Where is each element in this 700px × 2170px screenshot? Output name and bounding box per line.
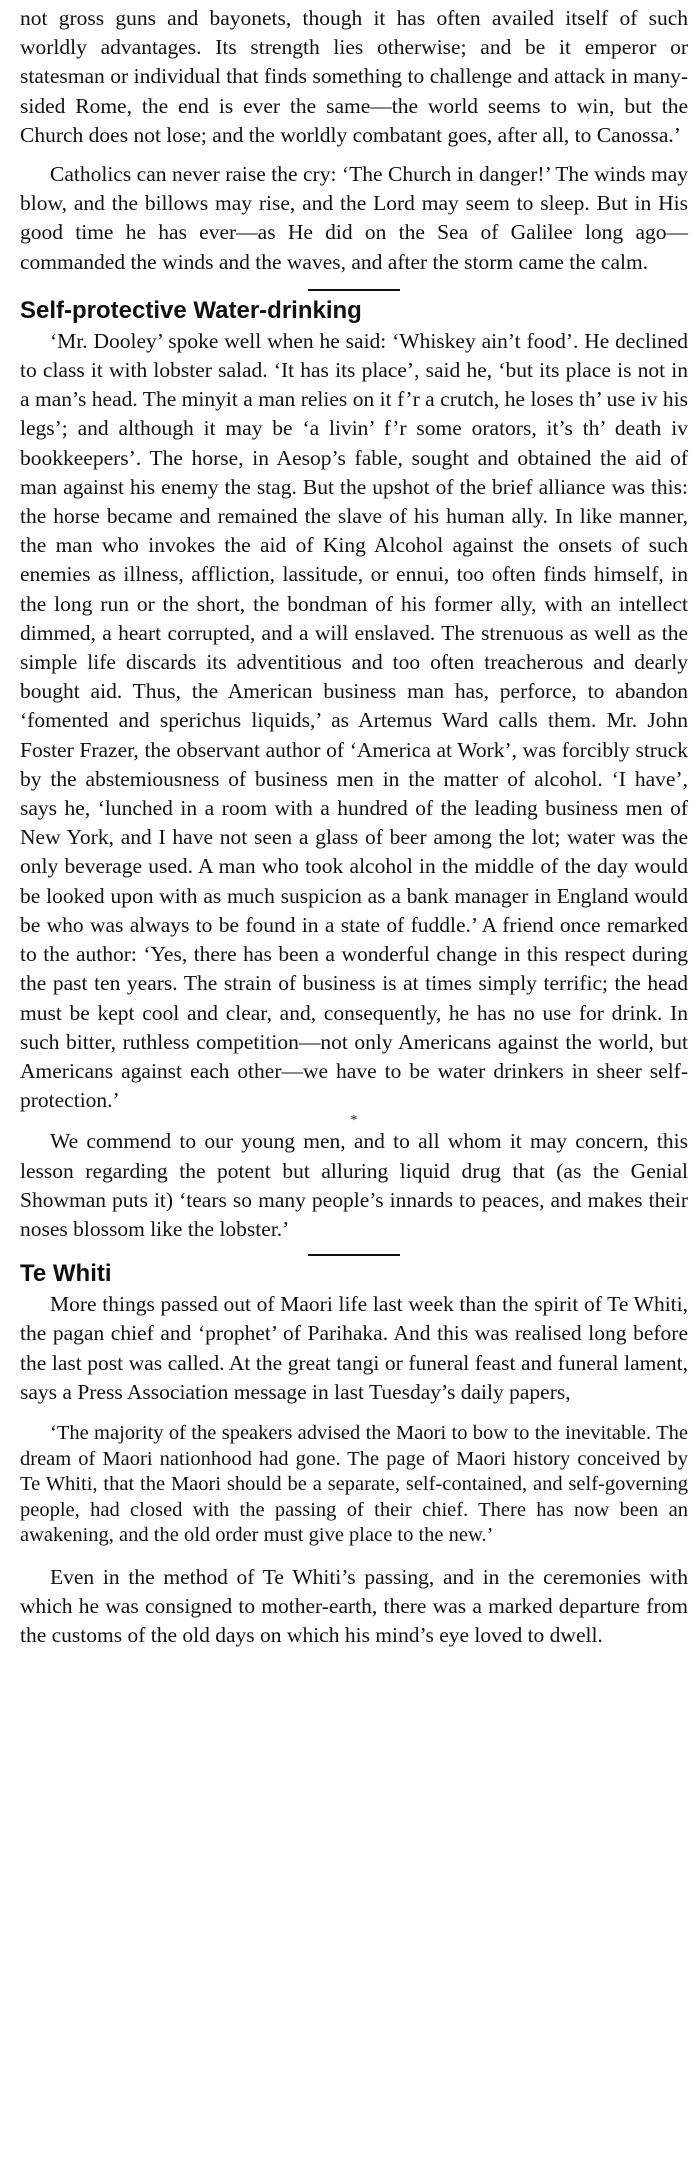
paragraph-commend-young-men: We commend to our young men, and to all whom it may concern, this lesson regarding the potent but alluring liquid drug that (as the Genial Showman puts it) ‘tears so many people’s innards to peaces, and makes their noses blossom like the lobster.’ [20,1129,688,1241]
star-separator: * [350,1113,358,1129]
quoted-press-message: ‘The majority of the speakers advised the Maori to bow to the inevitable. The dream of Maori nationhood had gone. The page of Maori history conceived by Te Whiti, that the Maori should be a separate, self-contained, and self-governing people, had closed with the passing of their chief. There has now been an awakening, and the old order must give place to the new.’ [20,1421,688,1547]
paragraph-church-in-danger: Catholics can never raise the cry: ‘The Church in danger!’ The winds may blow, and the billows may rise, and the Lord may seem to sleep. But in His good time he has ever—as He did on the Sea of Galilee long ago—commanded the winds and the waves, and after the storm came the calm. [20,162,688,274]
paragraph-canossa: not gross guns and bayonets, though it has often availed itself of such worldly advantages. Its strength lies otherwise; and be it emperor or statesman or individual that finds something to challenge and attack in many-sided Rome, the end is ever the same—the world seems to win, but the Church does not lose; and the worldly combatant goes, after all, to Canossa.’ [20,6,688,147]
paragraph-mr-dooley: ‘Mr. Dooley’ spoke well when he said: ‘Whiskey ain’t food’. He declined to class it with lobster salad. ‘It has its place’, said he, ‘but its place is not in a man’s head. The minyit a man relies on it f’r a crutch, he loses th’ use iv his legs’; and although it may be ‘a livin’ f’r some orators, it’s th’ death iv bookkeepers’. The horse, in Aesop’s fable, sought and obtained the aid of man against his enemy the stag. But the upshot of the brief alliance was this: the horse became and remained the slave of his human ally. In like manner, the man who invokes the aid of King Alcohol against the onsets of such enemies as illness, affliction, lassitude, or ennui, too often finds himself, in the long run or the short, the bondman of his former ally, with an intellect dimmed, a heart corrupted, and a will enslaved. The strenuous as well as the simple life discards its adventitious and too often treacherous and dearly bought aid. Thus, the American business man has, perforce, to abandon ‘fomented and sperichus liquids,’ as Artemus Ward calls them. Mr. John Foster Frazer, the observant author of ‘America at Work’, was forcibly struck by the abstemiousness of business men in the matter of alcohol. ‘I have’, says he, ‘lunched in a room with a hundred of the leading business men of New York, and I have not seen a glass of beer among the lot; water was the only beverage used. A man who took alcohol in the middle of the day would be looked upon with as much suspicion as a bank manager in England would be who was always to be found in a state of fuddle.’ A friend once remarked to the author: ‘Yes, there has been a wonderful change in this respect during the past ten years. The strain of business is at times simply terrific; the head must be kept cool and clear, and, consequently, he has no use for drink. In such bitter, ruthless competition—not only Americans against the world, but Americans against each other—we have to be water drinkers in sheer self-protection.’ [20,328,688,1113]
section-heading-te-whiti: Te Whiti [20,1260,112,1288]
section-divider [308,289,400,291]
section-heading-water-drinking: Self-protective Water-drinking [20,296,362,324]
section-divider [308,1254,400,1256]
paragraph-maori-life: More things passed out of Maori life last week than the spirit of Te Whiti, the pagan chief and ‘prophet’ of Parihaka. And this was realised long before the last post was called. At the great tangi or funeral feast and funeral lament, says a Press Association message in last Tuesday’s daily papers, [20,1292,688,1404]
paragraph-te-whiti-passing: Even in the method of Te Whiti’s passing, and in the ceremonies with which he was consigned to mother-earth, there was a marked departure from the customs of the old days on which his mind’s eye loved to dwell. [20,1564,688,1648]
